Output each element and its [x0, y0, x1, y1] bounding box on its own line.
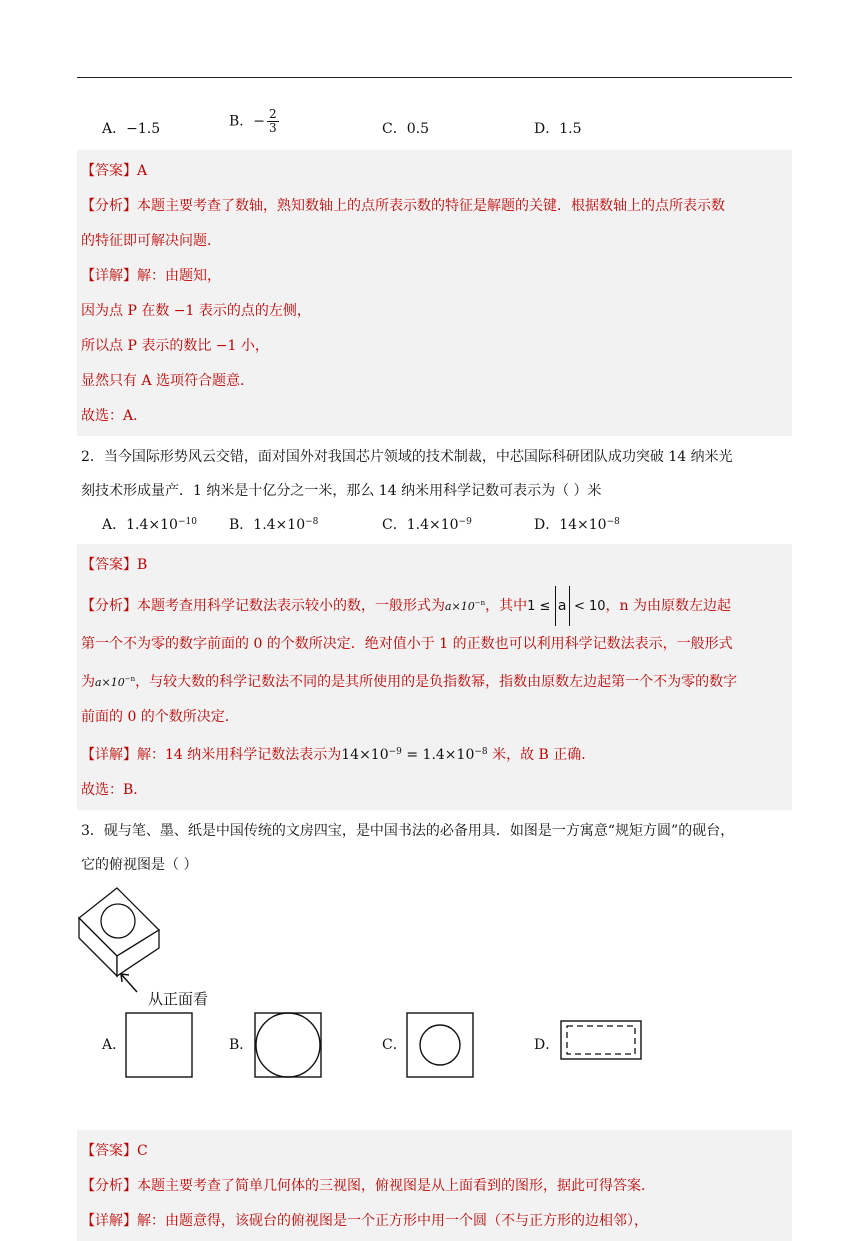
option-label: C． [382, 517, 407, 533]
equation-right-exponent: −8 [474, 747, 488, 757]
option-value: 0.5 [406, 121, 429, 137]
detail-tag: 【详解】 [81, 1213, 137, 1229]
view-arrow [117, 970, 147, 1000]
option-exponent: −8 [305, 517, 319, 527]
answer-line [81, 548, 788, 583]
analysis-text: 为 [81, 674, 95, 690]
analysis-line-3 [81, 662, 788, 700]
detail-step: 因为点 P 在数 −1 表示的点的左侧， [81, 303, 311, 319]
choice-line: 故选：B． [81, 782, 148, 798]
answer-value: B [137, 557, 148, 573]
option-label: D． [534, 121, 560, 137]
analysis-tag: 【分析】 [81, 1178, 137, 1194]
equation-left: 14×10 [341, 747, 389, 763]
q1-options [77, 104, 792, 150]
q1-option-b [229, 108, 279, 135]
answer-value: A [137, 163, 148, 179]
analysis-tag: 【分析】 [81, 198, 137, 214]
fraction-denominator: 3 [269, 121, 277, 135]
option-base: 14×10 [559, 517, 607, 533]
detail-line [81, 259, 788, 294]
option-value: −1.5 [126, 121, 161, 137]
answer-line [81, 1134, 788, 1169]
option-base: 1.4×10 [253, 517, 306, 533]
detail-step: 显然只有 A 选项符合题意． [81, 373, 255, 389]
detail-text: 解：由题意得，该砚台的俯视图是一个正方形中用一个圆（不与正方形的边相邻）， [137, 1213, 648, 1229]
analysis-text: 本题主要考查了数轴，熟知数轴上的点所表示数的特征是解题的关键．根据数轴上的点所表示数 [137, 198, 725, 214]
q3-option-a-label: A． [102, 1037, 127, 1053]
option-base: 1.4×10 [406, 517, 459, 533]
analysis-line [81, 189, 788, 224]
option-base: 1.4×10 [126, 517, 178, 533]
q1-answer-block [77, 150, 792, 436]
option-exponent: −10 [177, 517, 197, 527]
analysis-text-cont: 的特征即可解决问题． [81, 233, 221, 249]
q3-figure-area [77, 882, 792, 1130]
q3-answer-block [77, 1130, 792, 1241]
q1-option-c [382, 118, 429, 138]
detail-step: 所以点 P 表示的数比 −1 小， [81, 338, 269, 354]
question-text-cont: 刻技术形成量产．1 纳米是十亿分之一米，那么 14 纳米用科学记数可表示为（ ）米 [81, 483, 602, 499]
option-label: A． [102, 517, 127, 533]
question-text: 2．当今国际形势风云交错，面对国外对我国芯片领域的技术制裁，中芯国际科研团队成功突破 14 纳米光 [81, 449, 733, 465]
q2-option-c [382, 514, 472, 534]
option-c-square-small-circle [406, 1012, 474, 1080]
analysis-line [81, 1169, 788, 1204]
question-text-cont: 它的俯视图是（ ） [81, 857, 198, 873]
view-direction-label: 从正面看 [148, 990, 209, 1008]
q1-option-a [102, 118, 160, 138]
q1-option-d [534, 118, 582, 138]
inequality-right: < 10 [573, 599, 606, 614]
header-rule [77, 77, 792, 78]
detail-text: 解：14 纳米用科学记数法表示为 [137, 747, 342, 763]
answer-tag: 【答案】 [81, 163, 137, 179]
equation-right: = 1.4×10 [401, 747, 475, 763]
option-sign: − [253, 113, 266, 130]
inequality-left: 1 ≤ [527, 599, 551, 614]
sci-form: a×10 [445, 600, 475, 613]
option-label: B． [229, 517, 254, 533]
choice-line: 故选：A． [81, 408, 148, 424]
q3-option-c-label: C． [382, 1037, 407, 1053]
equation-left-exponent: −9 [388, 747, 402, 757]
q3-option-d-label: D． [534, 1037, 560, 1053]
q3-stem [77, 814, 792, 882]
analysis-line [81, 583, 788, 627]
q2-options [77, 508, 792, 544]
option-label: B． [229, 113, 254, 130]
inkstone-circle [101, 904, 135, 938]
detail-line [81, 735, 788, 773]
answer-tag: 【答案】 [81, 557, 137, 573]
q2-option-a [102, 514, 197, 534]
detail-line [81, 1204, 788, 1239]
answer-line [81, 154, 788, 189]
sci-form: a×10 [95, 676, 125, 689]
option-d-rectangle-dashed [560, 1020, 642, 1062]
q2-answer-block [77, 544, 792, 810]
answer-tag: 【答案】 [81, 1143, 137, 1159]
analysis-text: ，其中 [485, 598, 528, 614]
analysis-tag: 【分析】 [81, 598, 137, 614]
page-content [77, 104, 792, 1241]
abs-a: a [555, 586, 570, 626]
q2-stem [77, 440, 792, 508]
option-value: 1.5 [559, 121, 582, 137]
inkstone-figure [77, 884, 167, 982]
analysis-text: 本题主要考查了简单几何体的三视图，俯视图是从上面看到的图形，据此可得答案． [137, 1178, 655, 1194]
option-a-square [125, 1012, 193, 1080]
detail-tag: 【详解】 [81, 747, 137, 763]
option-exponent: −9 [458, 517, 472, 527]
fraction [267, 108, 279, 135]
analysis-text: ，与较大数的科学记数法不同的是其所使用的是负指数幂，指数由原数左边起第一个不为零的数字 [135, 674, 738, 690]
detail-tag: 【详解】 [81, 268, 137, 284]
q3-option-b-label: B． [229, 1037, 254, 1053]
q2-option-d [534, 514, 620, 534]
analysis-text-cont: 第一个不为零的数字前面的 0 的个数所决定．绝对值小于 1 的正数也可以利用科学记数法表示，一般形式 [81, 636, 733, 652]
fraction-numerator: 2 [269, 107, 277, 121]
answer-value: C [137, 1143, 148, 1159]
detail-text: 米，故 B 正确． [487, 747, 596, 763]
analysis-text-cont: 前面的 0 的个数所决定． [81, 709, 239, 725]
option-label: D． [534, 517, 560, 533]
sci-form-exponent: −n [474, 599, 486, 607]
sci-form-exponent: −n [124, 675, 136, 683]
q2-option-b [229, 514, 318, 534]
option-b-square-circle [254, 1012, 322, 1080]
option-exponent: −8 [606, 517, 620, 527]
analysis-text: ，n 为由原数左边起 [605, 598, 731, 614]
detail-text: 解：由题知， [137, 268, 221, 284]
analysis-text: 本题考查用科学记数法表示较小的数，一般形式为 [137, 598, 445, 614]
question-text: 3．砚与笔、墨、纸是中国传统的文房四宝，是中国书法的必备用具．如图是一方寓意“规矩方圆”的砚台， [81, 823, 735, 839]
option-label: C． [382, 121, 407, 137]
option-label: A． [102, 121, 127, 137]
